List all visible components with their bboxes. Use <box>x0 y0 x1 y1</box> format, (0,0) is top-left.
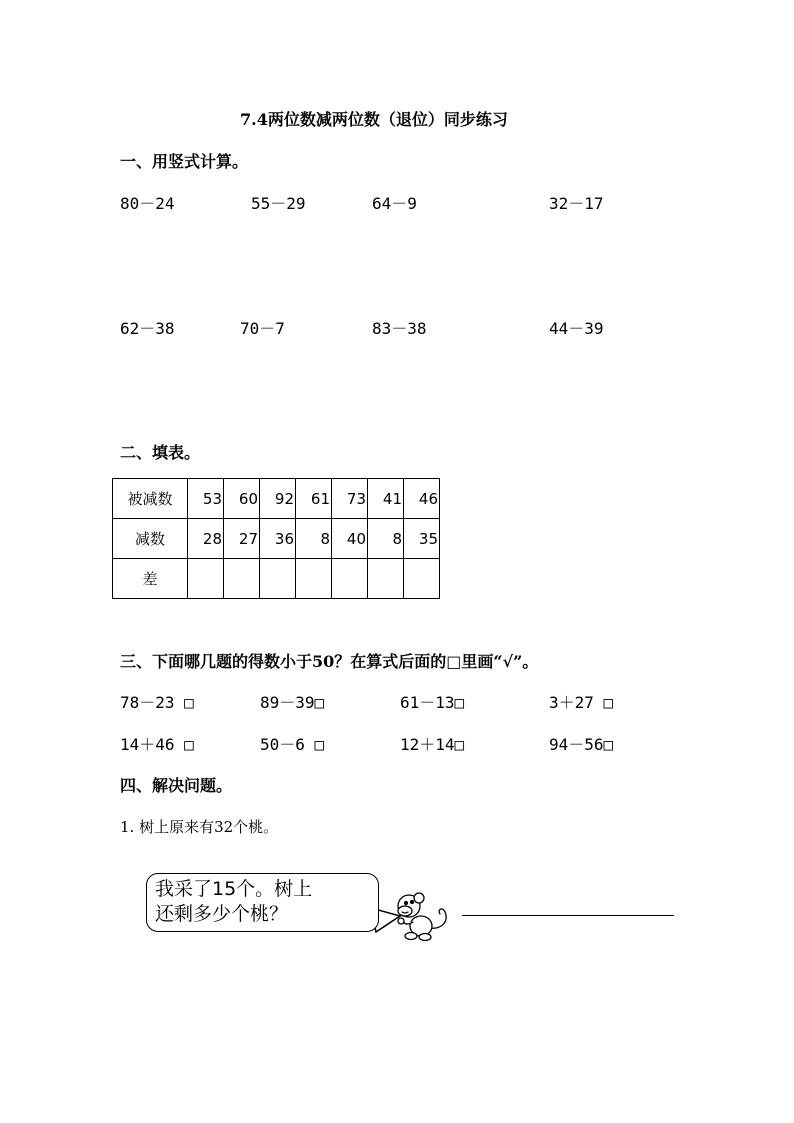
answer-cell[interactable] <box>188 559 224 599</box>
row-label-minuend: 被减数 <box>113 479 188 519</box>
monkey-illustration <box>389 886 453 944</box>
table-cell: 46 <box>404 479 440 519</box>
check-item[interactable]: 89－39□ <box>260 693 325 712</box>
answer-cell[interactable] <box>296 559 332 599</box>
worksheet-title: 7.4两位数减两位数（退位）同步练习 <box>240 110 508 129</box>
table-cell: 8 <box>368 519 404 559</box>
table-row <box>113 559 440 599</box>
table-cell: 92 <box>260 479 296 519</box>
answer-cell[interactable] <box>260 559 296 599</box>
table-cell: 60 <box>224 479 260 519</box>
row-label-subtrahend: 减数 <box>113 519 188 559</box>
table-cell: 41 <box>368 479 404 519</box>
calc-item: 44－39 <box>549 319 604 338</box>
fill-table <box>112 478 440 599</box>
section3-heading: 三、下面哪几题的得数小于50？在算式后面的□里画“√”。 <box>120 652 539 671</box>
speech-bubble <box>146 873 379 932</box>
calc-item: 70－7 <box>240 319 285 338</box>
answer-line[interactable] <box>462 915 674 916</box>
answer-cell[interactable] <box>404 559 440 599</box>
calc-item: 83－38 <box>372 319 427 338</box>
table-cell: 36 <box>260 519 296 559</box>
bubble-line-2: 还剩多少个桃？ <box>155 903 289 925</box>
bubble-line-1: 我采了15个。树上 <box>155 878 313 900</box>
table-row <box>113 519 440 559</box>
calc-item: 55－29 <box>251 194 306 213</box>
check-item[interactable]: 94－56□ <box>549 735 614 754</box>
check-item[interactable]: 12＋14□ <box>400 735 465 754</box>
calc-item: 64－9 <box>372 194 417 213</box>
answer-cell[interactable] <box>224 559 260 599</box>
check-item[interactable]: 61－13□ <box>400 693 465 712</box>
check-item[interactable]: 50－6 □ <box>260 735 325 754</box>
row-label-difference: 差 <box>113 559 188 599</box>
check-item[interactable]: 3＋27 □ <box>549 693 614 712</box>
table-cell: 40 <box>332 519 368 559</box>
calc-item: 32－17 <box>549 194 604 213</box>
table-cell: 61 <box>296 479 332 519</box>
answer-cell[interactable] <box>332 559 368 599</box>
table-cell: 8 <box>296 519 332 559</box>
table-row <box>113 479 440 519</box>
check-item[interactable]: 78－23 □ <box>120 693 194 712</box>
section2-heading: 二、填表。 <box>120 443 201 462</box>
table-cell: 27 <box>224 519 260 559</box>
check-item[interactable]: 14＋46 □ <box>120 735 194 754</box>
table-cell: 35 <box>404 519 440 559</box>
table-cell: 73 <box>332 479 368 519</box>
section1-heading: 一、用竖式计算。 <box>120 152 249 171</box>
section4-heading: 四、解决问题。 <box>120 776 233 795</box>
calc-item: 80－24 <box>120 194 175 213</box>
answer-cell[interactable] <box>368 559 404 599</box>
calc-item: 62－38 <box>120 319 175 338</box>
table-cell: 53 <box>188 479 224 519</box>
problem-1: 1. 树上原来有32个桃。 <box>120 818 279 836</box>
table-cell: 28 <box>188 519 224 559</box>
